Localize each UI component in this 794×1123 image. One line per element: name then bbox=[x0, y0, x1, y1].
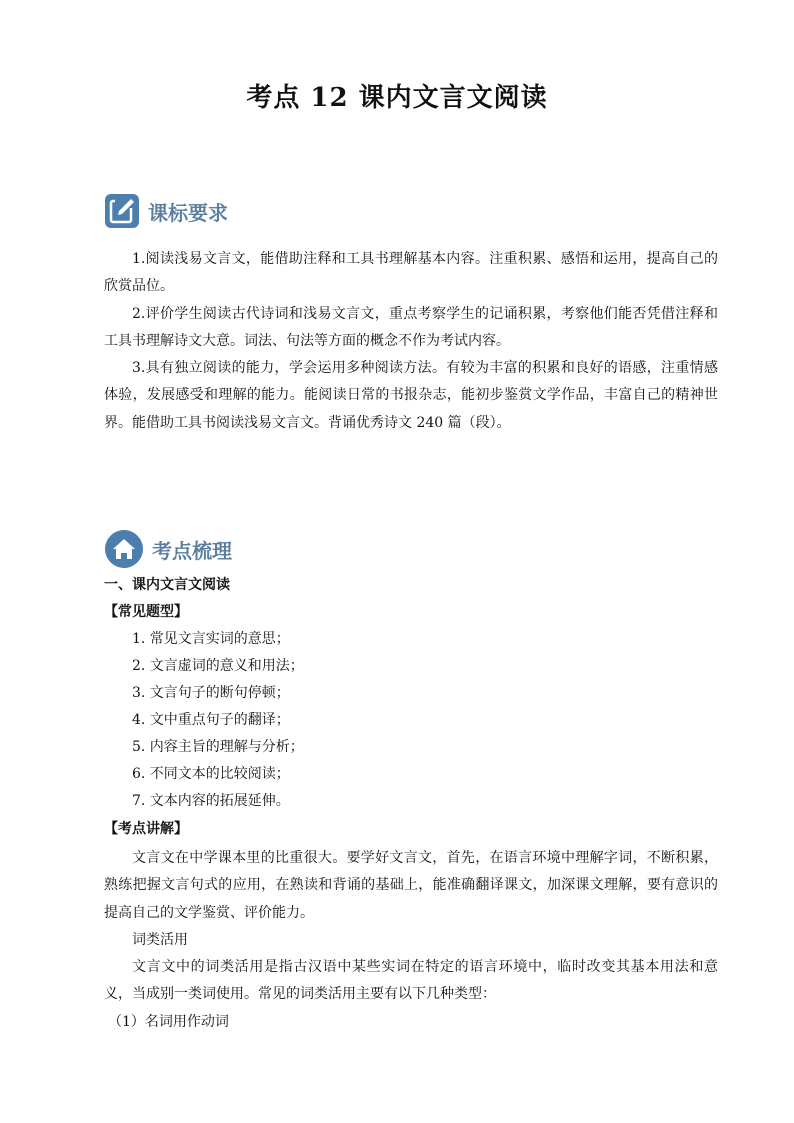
topic-paragraph bbox=[104, 954, 718, 1009]
list-item: 1. 常见文言实词的意思； bbox=[132, 631, 290, 647]
section-heading: 考点梳理 bbox=[152, 538, 232, 563]
topic-text: 文言文中的词类活用是指古汉语中某些实词在特定的语言环境中，临时改变其基本用法和意义，当成别一类词使用。常见的词类活用主要有以下几种类型： bbox=[104, 959, 718, 1003]
edit-icon bbox=[104, 193, 140, 229]
subheading: 一、课内文言文阅读 bbox=[104, 577, 230, 593]
curriculum-requirements bbox=[104, 246, 718, 437]
requirement-item: 3.具有独立阅读的能力，学会运用多种阅读方法。有较为丰富的积累和良好的语感，注重情感体验，发展感受和理解的能力。能阅读日常的书报杂志，能初步鉴赏文学作品，丰富自己的精神世界。能借助工具书阅读浅易文言文。背诵优秀诗文 240 篇（段）。 bbox=[104, 360, 718, 431]
explanation-text: 文言文在中学课本里的比重很大。要学好文言文，首先，在语言环境中理解字词，不断积累，熟练把握文言句式的应用，在熟读和背诵的基础上，能准确翻译课文，加深课文理解，要有意识的提高自己的文学鉴赏、评价能力。 bbox=[104, 850, 718, 921]
requirement-item: 1.阅读浅易文言文，能借助注释和工具书理解基本内容。注重积累、感悟和运用，提高自己的欣赏品位。 bbox=[104, 251, 718, 295]
page-title: 考点 12 课内文言文阅读 bbox=[246, 83, 548, 113]
sub-item: （1）名词用作动词 bbox=[108, 1014, 229, 1030]
explanation-paragraph bbox=[104, 845, 718, 927]
explanation-label: 【考点讲解】 bbox=[104, 821, 188, 837]
question-types-label: 【常见题型】 bbox=[104, 604, 188, 620]
list-item: 5. 内容主旨的理解与分析； bbox=[132, 739, 304, 755]
section-heading: 课标要求 bbox=[148, 200, 228, 225]
list-item: 6. 不同文本的比较阅读； bbox=[132, 766, 290, 782]
list-item: 2. 文言虚词的意义和用法； bbox=[132, 658, 304, 674]
home-icon bbox=[104, 529, 144, 569]
section-header-key-points bbox=[104, 529, 232, 569]
section-header-curriculum bbox=[104, 193, 228, 229]
list-item: 4. 文中重点句子的翻译； bbox=[132, 712, 290, 728]
requirement-item: 2.评价学生阅读古代诗词和浅易文言文，重点考察学生的记诵积累，考察他们能否凭借注释和工具书理解诗文大意。词法、句法等方面的概念不作为考试内容。 bbox=[104, 305, 718, 349]
topic-heading: 词类活用 bbox=[132, 932, 188, 948]
list-item: 7. 文本内容的拓展延伸。 bbox=[132, 793, 290, 809]
list-item: 3. 文言句子的断句停顿； bbox=[132, 685, 290, 701]
